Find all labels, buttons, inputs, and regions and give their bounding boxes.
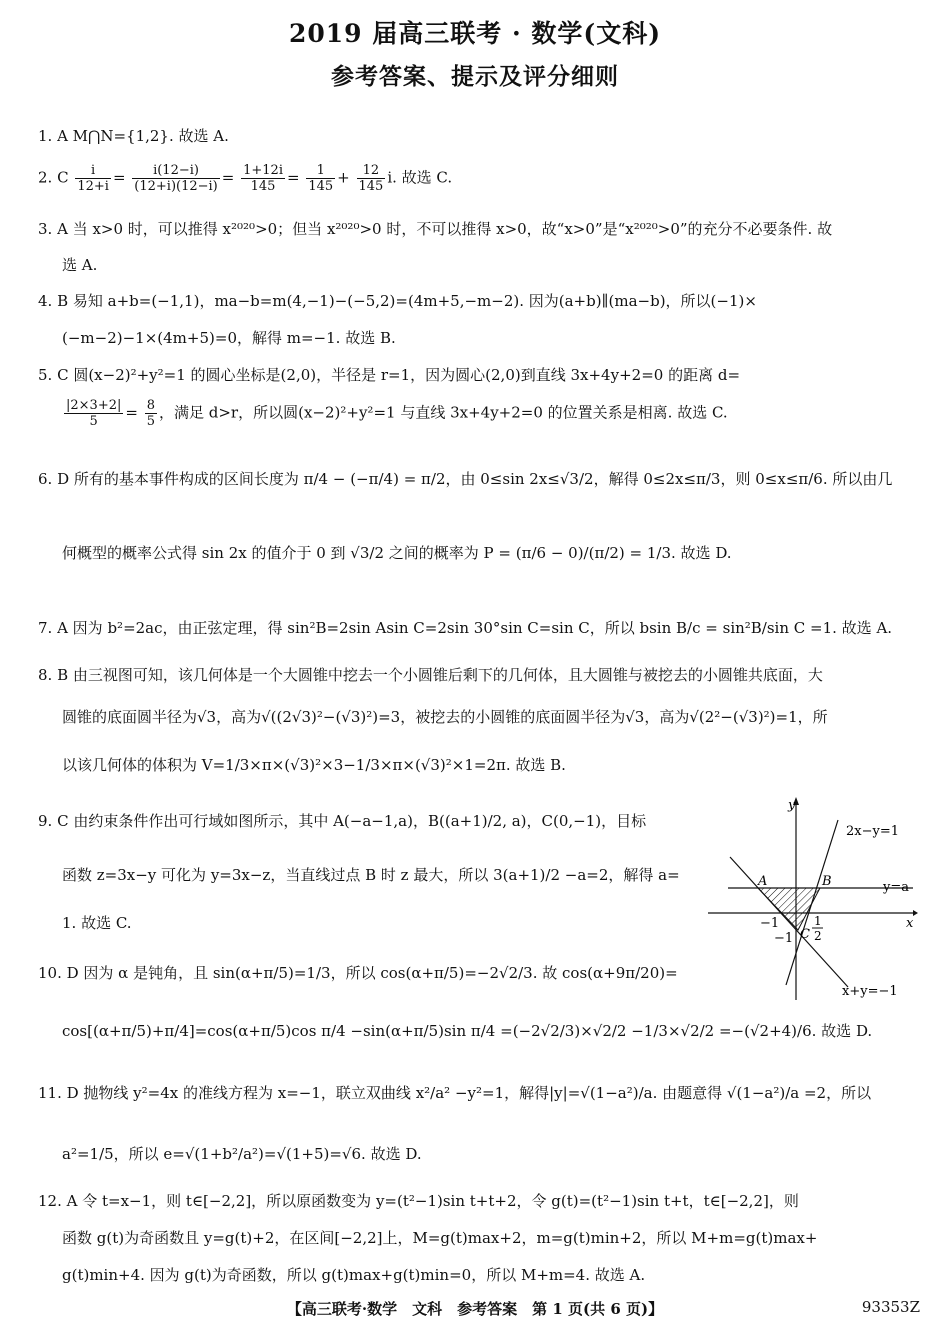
point-C: C [800, 927, 810, 942]
tick-half-den: 2 [814, 929, 822, 943]
answer-4-line2: (−m−2)−1×(4m+5)=0，解得 m=−1. 故选 B. [62, 329, 396, 347]
page-title: 2019 届高三联考 · 数学(文科) [288, 19, 662, 48]
answer-5-line1: 5. C 圆(x−2)²+y²=1 的圆心坐标是(2,0)，半径是 r=1，因为圆心(2,0)到直线 3x+4y+2=0 的距离 d= [38, 366, 741, 384]
answer-11-line1: 11. D 抛物线 y²=4x 的准线方程为 x=−1，联立双曲线 x²/a² −y²=1，解得|y|=√(1−a²)/a. 由题意得 √(1−a²)/a =2，所以 [38, 1084, 872, 1102]
answer-1: 1. A M⋂N={1,2}. 故选 A. [38, 127, 229, 145]
line1-label: 2x−y=1 [846, 824, 900, 839]
point-A: A [758, 874, 768, 889]
tick-half-num: 1 [814, 914, 822, 928]
tick-neg1-x: −1 [760, 916, 780, 931]
answer-6-line1: 6. D 所有的基本事件构成的区间长度为 π/4 − (−π/4) = π/2，由 0≤sin 2x≤√3/2，解得 0≤2x≤π/3，则 0≤x≤π/6. 所以由几 [38, 470, 893, 488]
answer-10-line1: 10. D 因为 α 是钝角，且 sin(α+π/5)=1/3，所以 cos(α+π/5)=−2√2/3. 故 cos(α+9π/20)= [38, 964, 678, 982]
answer-12-line2: 函数 g(t)为奇函数且 y=g(t)+2，在区间[−2,2]上，M=g(t)max+2，m=g(t)min+2，所以 M+m=g(t)max+ [62, 1229, 818, 1247]
answer-2-label: 2. C [38, 168, 69, 187]
fraction: $\frac{12}{145}$ [358, 163, 384, 194]
answer-12-line1: 12. A 令 t=x−1，则 t∈[−2,2]，所以原函数变为 y=(t²−1)sin t+t+2，令 g(t)=(t²−1)sin t+t，t∈[−2,2]，则 [38, 1192, 799, 1210]
answer-12-line3: g(t)min+4. 因为 g(t)为奇函数，所以 g(t)max+g(t)min=0，所以 M+m=4. 故选 A. [62, 1266, 646, 1284]
line3-label: x+y=−1 [842, 984, 898, 999]
answer-7: 7. A 因为 b²=2ac，由正弦定理，得 sin²B=2sin Asin C=2sin 30°sin C=sin C，所以 bsin B/c = sin²B/sin C =1. 故选 A. [38, 619, 893, 637]
fraction: $\frac{|2\times 3+2|}{5}$ [66, 398, 122, 429]
answer-11-line2: a²=1/5，所以 e=√(1+b²/a²)=√(1+5)=√6. 故选 D. [62, 1145, 422, 1163]
point-B: B [822, 874, 832, 889]
fraction: $\frac{8}{5}$ [146, 398, 155, 429]
answer-8-line2: 圆锥的底面圆半径为√3，高为√((2√3)²−(√3)²)=3，被挖去的小圆锥的底面圆半径为√3，高为√(2²−(√3)²)=1，所 [62, 708, 828, 726]
answer-9-line3: 1. 故选 C. [62, 914, 132, 932]
fraction: $\frac{i}{12+i}$ [77, 163, 109, 194]
answer-9-line1: 9. C 由约束条件作出可行域如图所示，其中 A(−a−1,a)，B((a+1)/2, a)，C(0,−1)，目标 [38, 812, 647, 830]
fraction: $\frac{i(12-i)}{(12+i)(12-i)}$ [134, 163, 218, 194]
answer-8-line1: 8. B 由三视图可知，该几何体是一个大圆锥中挖去一个小圆锥后剩下的几何体，且大圆锥与被挖去的小圆锥共底面，大 [38, 666, 823, 684]
answer-3-line2: 选 A. [62, 256, 98, 274]
y-axis-label: y [788, 798, 796, 813]
answer-5-line2: $\frac{|2\times 3+2|}{5}$ = $\frac{8}{5}$ ，满足 d>r，所以圆(x−2)²+y²=1 与直线 3x+4y+2=0 的位置关系是相离. 故选 C. [66, 398, 728, 429]
line2-label: y=a [883, 880, 909, 895]
page-footer: 【高三联考·数学 文科 参考答案 第 1 页(共 6 页)】 [286, 1300, 664, 1318]
answer-10-line2: cos[(α+π/5)+π/4]=cos(α+π/5)cos π/4 −sin(α+π/5)sin π/4 =(−2√2/3)×√2/2 −1/3×√2/2 =−(√2+4)/6. 故选 D. [62, 1022, 873, 1040]
answer-4-line1: 4. B 易知 a+b=(−1,1)，ma−b=m(4,−1)−(−5,2)=(4m+5,−m−2). 因为(a+b)∥(ma−b)，所以(−1)× [38, 292, 757, 310]
fraction: $\frac{1+12i}{145}$ [243, 163, 283, 194]
x-axis-label: x [906, 916, 914, 931]
answer-6-line2: 何概型的概率公式得 sin 2x 的值介于 0 到 √3/2 之间的概率为 P = (π/6 − 0)/(π/2) = 1/3. 故选 D. [62, 544, 732, 562]
answer-8-line3: 以该几何体的体积为 V=1/3×π×(√3)²×3−1/3×π×(√3)²×1=2π. 故选 B. [62, 756, 566, 774]
page-subtitle: 参考答案、提示及评分细则 [331, 63, 619, 90]
answer-3-line1: 3. A 当 x>0 时，可以推得 x²⁰²⁰>0；但当 x²⁰²⁰>0 时，不可以推得 x>0，故“x>0”是“x²⁰²⁰>0”的充分不必要条件. 故 [38, 220, 833, 238]
answer-9-line2: 函数 z=3x−y 可化为 y=3x−z，当直线过点 B 时 z 最大，所以 3(a+1)/2 −a=2，解得 a= [62, 866, 680, 884]
answer-2: 2. C $\frac{i}{12+i}$ = $\frac{i(12-i)}{(12+i)(12-i)}$ = $\frac{1+12i}{145}$ = $\frac{1}{145}$ + $\frac{12}{145}$ i. 故选 C. [38, 163, 453, 194]
fraction: $\frac{1}{145}$ [308, 163, 334, 194]
feasible-region-graph [708, 795, 918, 1000]
tick-neg1-y: −1 [774, 931, 794, 946]
document-code: 93353Z [861, 1298, 920, 1316]
